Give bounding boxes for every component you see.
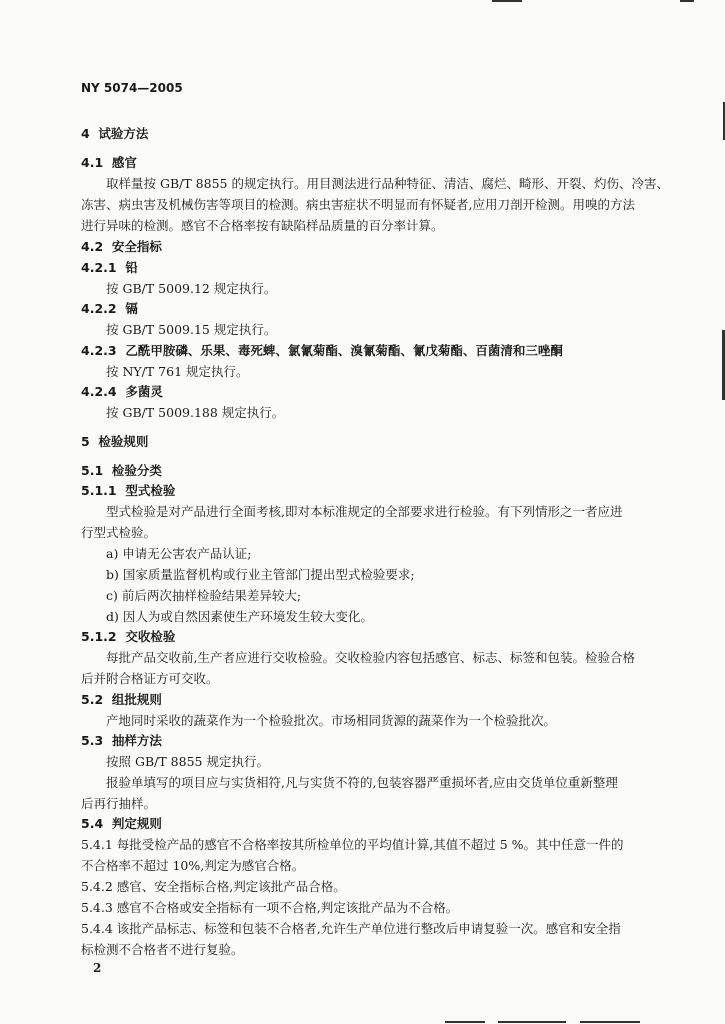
paragraph-line: 按 GB/T 5009.188 规定执行。 — [106, 405, 285, 420]
paragraph-line: 按照 GB/T 8855 规定执行。 — [106, 754, 269, 769]
section-heading-4-2-2 — [81, 303, 138, 316]
page-number: 2 — [93, 961, 102, 975]
section-heading-4-2-4 — [81, 386, 163, 399]
section-heading-5-3 — [81, 735, 162, 748]
section-heading-5 — [81, 436, 148, 449]
paragraph-line: 后并附合格证方可交收。 — [81, 671, 219, 686]
section-number: 4.1 — [81, 155, 104, 170]
section-title: 组批规则 — [111, 692, 162, 707]
paragraph-line: 按 GB/T 5009.15 规定执行。 — [106, 322, 277, 337]
paragraph-line: 标检测不合格者不进行复验。 — [81, 942, 244, 957]
paragraph-line: 5.4.1 每批受检产品的感官不合格率按其所检单位的平均值计算,其值不超过 5 %。其中任意一件的 — [81, 837, 624, 852]
section-heading-4 — [81, 128, 148, 141]
paragraph-line: 取样量按 GB/T 8855 的规定执行。用目测法进行品种特征、清洁、腐烂、畸形、开裂、灼伤、冷害、 — [106, 176, 669, 191]
section-number: 5.4 — [81, 816, 104, 831]
section-number: 4.2.3 — [81, 343, 117, 358]
list-item-a: a) 申请无公害农产品认证; — [106, 546, 252, 561]
list-item-c: c) 前后两次抽样检验结果差异较大; — [106, 588, 302, 603]
section-title: 感官 — [111, 155, 137, 170]
section-number: 4.2.2 — [81, 301, 117, 316]
paragraph-line: 行型式检验。 — [81, 525, 157, 540]
paragraph-line: 型式检验是对产品进行全面考核,即对本标准规定的全部要求进行检验。有下列情形之一者应进 — [106, 504, 623, 519]
paragraph-line: 5.4.3 感官不合格或安全指标有一项不合格,判定该批产品为不合格。 — [81, 900, 459, 915]
section-number: 4.2.4 — [81, 384, 117, 399]
paragraph-line: 5.4.4 该批产品标志、标签和包装不合格者,允许生产单位进行整改后申请复验一次。感官和安全指 — [81, 921, 621, 936]
paragraph-line: 报验单填写的项目应与实货相符,凡与实货不符的,包装容器严重损坏者,应由交货单位重新整理 — [106, 775, 618, 790]
paragraph-line: 5.4.2 感官、安全指标合格,判定该批产品合格。 — [81, 879, 346, 894]
paragraph-line: 按 NY/T 761 规定执行。 — [106, 364, 249, 379]
section-number: 5.2 — [81, 692, 104, 707]
section-title: 型式检验 — [125, 483, 176, 498]
section-number: 4.2.1 — [81, 260, 117, 275]
standard-code: NY 5074—2005 — [81, 81, 183, 95]
section-number: 4.2 — [81, 239, 104, 254]
paragraph-line: 冻害、病虫害及机械伤害等项目的检测。病虫害症状不明显而有怀疑者,应用刀剖开检测。用嗅的方法 — [81, 197, 635, 212]
scan-mark — [492, 0, 522, 2]
section-title: 安全指标 — [111, 239, 162, 254]
section-heading-4-2-1 — [81, 262, 138, 275]
section-number: 4 — [81, 126, 90, 141]
section-title: 乙酰甲胺磷、乐果、毒死蜱、氯氰菊酯、溴氰菊酯、氰戊菊酯、百菌清和三唑酮 — [125, 343, 563, 358]
section-heading-5-1-2 — [81, 631, 175, 644]
section-number: 5.1.2 — [81, 629, 117, 644]
scan-mark — [498, 1021, 566, 1023]
paragraph-line: 后再行抽样。 — [81, 796, 157, 811]
section-heading-4-2-3 — [81, 345, 563, 358]
paragraph-line: 每批产品交收前,生产者应进行交收检验。交收检验内容包括感官、标志、标签和包装。检验合格 — [106, 650, 635, 665]
section-number: 5.1 — [81, 463, 104, 478]
section-heading-4-1 — [81, 157, 137, 170]
paragraph-line: 按 GB/T 5009.12 规定执行。 — [106, 281, 277, 296]
section-heading-5-2 — [81, 694, 162, 707]
section-number: 5.1.1 — [81, 483, 117, 498]
scan-mark — [680, 0, 694, 2]
section-title: 检验规则 — [98, 434, 149, 449]
section-title: 交收检验 — [125, 629, 176, 644]
section-title: 检验分类 — [111, 463, 162, 478]
section-title: 抽样方法 — [111, 733, 162, 748]
scan-mark — [580, 1021, 640, 1023]
paragraph-line: 产地同时采收的蔬菜作为一个检验批次。市场相同货源的蔬菜作为一个检验批次。 — [106, 713, 557, 728]
paragraph-line: 不合格率不超过 10%,判定为感官合格。 — [81, 858, 305, 873]
section-title: 镉 — [125, 301, 138, 316]
section-heading-5-4 — [81, 818, 162, 831]
section-number: 5 — [81, 434, 90, 449]
section-title: 判定规则 — [111, 816, 162, 831]
section-heading-5-1 — [81, 465, 162, 478]
section-title: 铅 — [125, 260, 138, 275]
section-title: 多菌灵 — [125, 384, 163, 399]
section-heading-5-1-1 — [81, 485, 175, 498]
section-title: 试验方法 — [98, 126, 149, 141]
list-item-d: d) 因人为或自然因素使生产环境发生较大变化。 — [106, 609, 373, 624]
list-item-b: b) 国家质量监督机构或行业主管部门提出型式检验要求; — [106, 567, 415, 582]
section-heading-4-2 — [81, 241, 162, 254]
paragraph-line: 进行异味的检测。感官不合格率按有缺陷样品质量的百分率计算。 — [81, 218, 444, 233]
section-number: 5.3 — [81, 733, 104, 748]
scan-mark — [445, 1021, 485, 1023]
